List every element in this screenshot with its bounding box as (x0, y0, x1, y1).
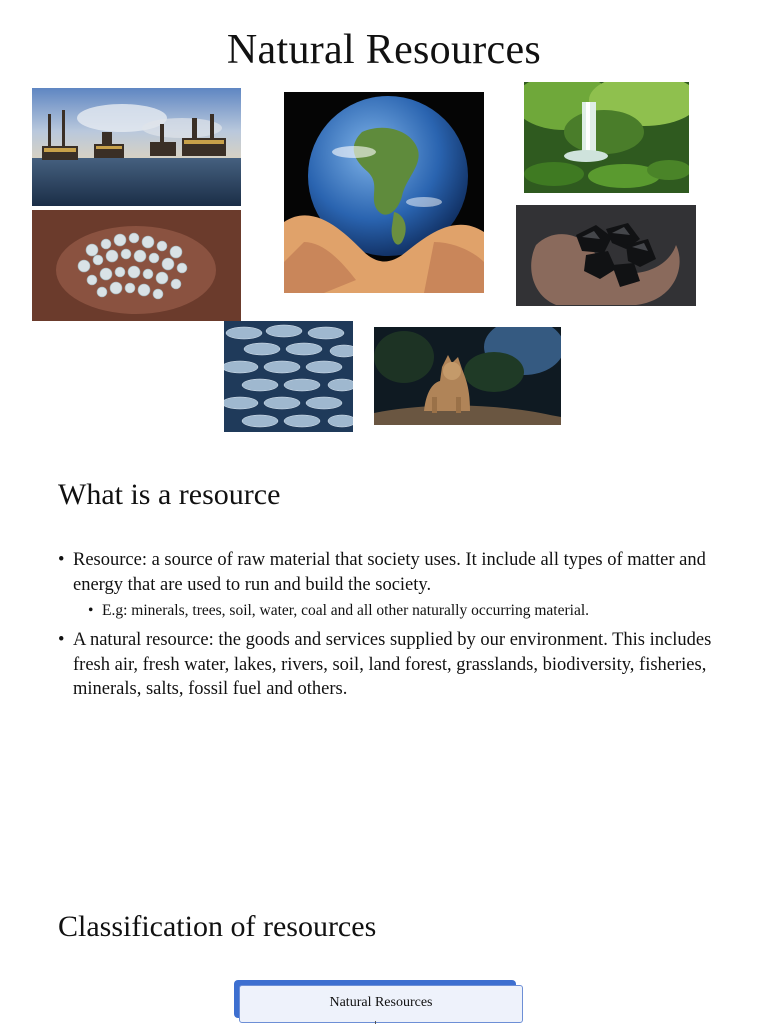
section-heading-classification: Classification of resources (58, 910, 377, 943)
diagram-root-label: Natural Resources (329, 995, 433, 1010)
lynx-image (374, 327, 561, 425)
bullet-natural-resource-definition (58, 628, 718, 702)
rough-diamonds-image (32, 210, 241, 321)
diagram-root-node (239, 985, 523, 1023)
forest-waterfall-image (524, 82, 689, 193)
coal-in-hands-image (516, 205, 696, 306)
section-heading-what-is-a-resource: What is a resource (58, 478, 281, 511)
fish-school-image (224, 321, 353, 432)
page-title: Natural Resources (226, 27, 542, 73)
earth-in-hands-image (284, 92, 484, 293)
resource-bullet-list (58, 548, 718, 704)
bullet-text: Resource: a source of raw material that society uses. It include all types of matter and energy that are used to run and build the society. (73, 550, 706, 595)
offshore-oil-rigs-image (32, 88, 241, 206)
sub-bullet-examples (88, 600, 718, 622)
bullet-resource-definition (58, 548, 718, 622)
sub-bullet-text: E.g: minerals, trees, soil, water, coal and all other naturally occurring material. (102, 602, 590, 619)
bullet-text: A natural resource: the goods and services supplied by our environment. This includes fresh air, fresh water, lakes, rivers, soil, land forest, grasslands, biodiversity, fisheries, minerals, salts, fossil fuel and others. (73, 630, 712, 699)
